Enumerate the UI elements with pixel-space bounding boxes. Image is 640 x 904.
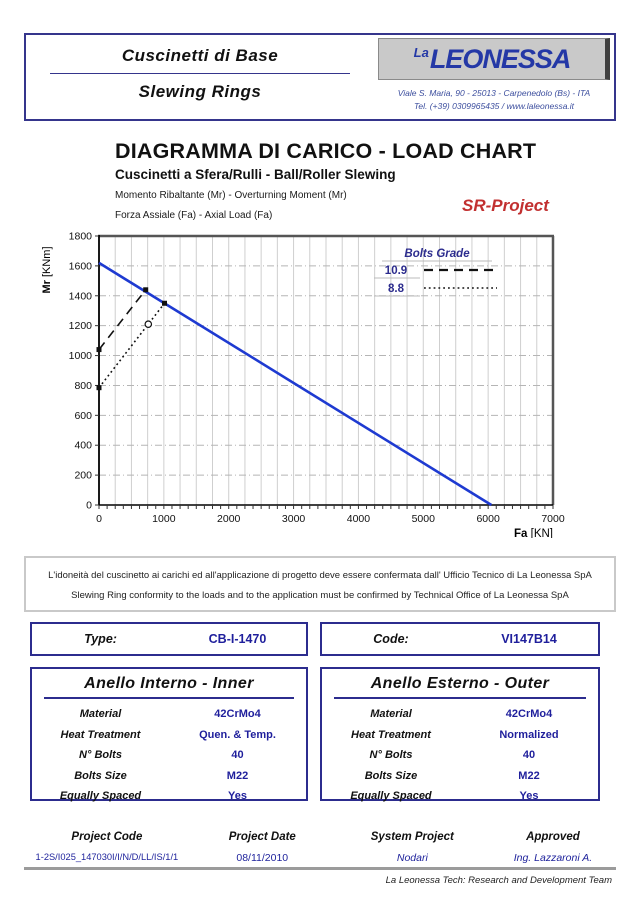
- y-tick-label: 400: [74, 439, 92, 452]
- type-label: Type:: [84, 632, 117, 646]
- ring-row-value: 42CrMo4: [505, 708, 553, 721]
- footer-column: [490, 831, 616, 864]
- code-value: VI147B14: [501, 632, 557, 646]
- data-point-marker: [97, 385, 102, 390]
- y-tick-label: 1800: [68, 230, 92, 243]
- ring-row-label: Equally Spaced: [59, 790, 142, 803]
- ring-row-value: 40: [522, 749, 536, 762]
- page-subtitle: Cuscinetti a Sfera/Rulli - Ball/Roller Slewing: [115, 167, 396, 182]
- type-box: [30, 622, 308, 656]
- ring-row: [32, 745, 306, 766]
- load-chart-svg: [30, 228, 570, 538]
- logo-name: LEONESSA: [429, 43, 571, 74]
- x-tick-label: 7000: [541, 513, 565, 525]
- footer-column: [190, 831, 335, 864]
- company-address: Viale S. Maria, 90 - 25013 - Carpenedolo (Bs) - ITA: [397, 88, 591, 98]
- footer-column-label: Project Code: [71, 831, 143, 843]
- header-titles: [26, 35, 374, 119]
- footer-columns: [24, 831, 616, 864]
- y-axis-title: Mr [KNm]: [41, 246, 53, 294]
- header-title-italian: Cuscinetti di Base: [121, 46, 279, 65]
- inner-ring-title: Anello Interno - Inner: [84, 675, 254, 692]
- data-point-marker: [143, 287, 148, 292]
- code-label: Code:: [373, 632, 409, 646]
- code-box: [320, 622, 600, 656]
- series-load-capacity: [99, 263, 491, 505]
- footer-column-value: Nodari: [396, 852, 428, 864]
- data-point-marker: [97, 347, 102, 352]
- series-10-9: [99, 290, 146, 350]
- ring-row-label: Bolts Size: [74, 769, 127, 782]
- ring-row-value: 40: [231, 749, 244, 762]
- ring-row-label: N° Bolts: [369, 749, 413, 762]
- y-tick-label: 600: [74, 409, 92, 422]
- note-axial-load: Forza Assiale (Fa) - Axial Load (Fa): [115, 210, 273, 221]
- note-overturning-moment: Momento Ribaltante (Mr) - Overturning Moment (Mr): [115, 190, 347, 201]
- sr-project-label: SR-Project: [462, 196, 549, 215]
- footer-column-label: System Project: [370, 831, 454, 843]
- ring-row-value: Normalized: [499, 728, 559, 741]
- ring-row-value: M22: [226, 769, 249, 782]
- y-tick-label: 1600: [68, 260, 92, 273]
- ring-row-label: Bolts Size: [364, 769, 418, 782]
- ring-row-label: Equally Spaced: [350, 790, 432, 803]
- header-brand: [374, 35, 614, 119]
- x-tick-label: 6000: [476, 513, 500, 525]
- legend-title: Bolts Grade: [404, 248, 470, 260]
- ring-row-label: Heat Treatment: [60, 728, 141, 741]
- x-axis-title: Fa [KN]: [514, 528, 553, 538]
- ring-row: [32, 704, 306, 725]
- y-tick-label: 0: [86, 499, 92, 512]
- page-title: DIAGRAMMA DI CARICO - LOAD CHART: [115, 139, 537, 163]
- header-box: [24, 33, 616, 121]
- x-tick-label: 0: [96, 513, 102, 525]
- y-tick-label: 1000: [68, 350, 92, 363]
- inner-ring-table: [30, 667, 308, 801]
- ring-row-value: Quen. & Temp.: [199, 728, 276, 741]
- outer-ring-title: Anello Esterno - Outer: [370, 675, 550, 692]
- company-contact: Tel. (+39) 0309965435 / www.laleonessa.it: [413, 101, 575, 111]
- header-divider: [50, 73, 350, 74]
- header-title-english: Slewing Rings: [138, 82, 262, 101]
- ring-row-value: Yes: [519, 790, 539, 803]
- footer-column-label: Approved: [526, 831, 580, 843]
- disclaimer-box: [24, 556, 616, 612]
- ring-row: [322, 745, 598, 766]
- ring-row-label: Material: [79, 708, 122, 721]
- ring-row-label: N° Bolts: [79, 749, 122, 762]
- x-tick-label: 5000: [411, 513, 435, 525]
- inner-ring-divider: [44, 697, 294, 699]
- legend-item-label: 10.9: [384, 265, 408, 277]
- ring-row: [322, 725, 598, 746]
- y-tick-label: 1400: [68, 290, 92, 303]
- ring-row-value: 42CrMo4: [214, 708, 261, 721]
- ring-row: [322, 786, 598, 807]
- footer-column: [335, 831, 490, 864]
- ring-row: [32, 766, 306, 787]
- ring-row-label: Heat Treatment: [351, 728, 431, 741]
- footer-column-value: 08/11/2010: [236, 852, 289, 864]
- y-tick-label: 800: [74, 379, 92, 392]
- footer-column: [24, 831, 190, 864]
- outer-ring-divider: [334, 697, 586, 699]
- y-tick-label: 200: [74, 469, 92, 482]
- ring-row-value: Yes: [228, 790, 247, 803]
- ring-row: [322, 766, 598, 787]
- ring-row: [32, 725, 306, 746]
- inner-ring-rows: [32, 704, 306, 807]
- x-tick-label: 3000: [281, 513, 306, 525]
- x-tick-label: 1000: [152, 513, 176, 525]
- ring-row: [322, 704, 598, 725]
- type-value: CB-I-1470: [208, 632, 267, 646]
- ring-row: [32, 786, 306, 807]
- logo-prefix: La: [413, 44, 429, 60]
- data-point-marker: [162, 301, 167, 306]
- footer-divider: [24, 867, 616, 870]
- footer-credit: La Leonessa Tech: Research and Development Team: [385, 875, 612, 886]
- company-logo: [378, 38, 610, 80]
- footer-column-value: 1-2S/I025_147030I/I/N/D/LL/IS/1/1: [35, 852, 179, 862]
- outer-ring-rows: [322, 704, 598, 807]
- disclaimer-italian: L'idoneità del cuscinetto ai carichi ed all'applicazione di progetto deve essere confermata dall' Ufficio Tecnico di La Leonessa SpA: [48, 570, 592, 581]
- ring-row-value: M22: [518, 769, 540, 782]
- load-chart: [30, 228, 570, 538]
- footer-column-value: Ing. Lazzaroni A.: [513, 852, 593, 864]
- ring-row-label: Material: [370, 708, 412, 721]
- disclaimer-english: Slewing Ring conformity to the loads and to the application must be confirmed by Technical Office of La Leonessa SpA: [71, 590, 569, 601]
- y-tick-label: 1200: [68, 320, 92, 333]
- outer-ring-table: [320, 667, 600, 801]
- x-tick-label: 2000: [217, 513, 241, 525]
- open-circle-marker: [145, 321, 151, 327]
- x-tick-label: 4000: [346, 513, 371, 525]
- legend-item-label: 8.8: [388, 283, 404, 295]
- footer-column-label: Project Date: [228, 831, 296, 843]
